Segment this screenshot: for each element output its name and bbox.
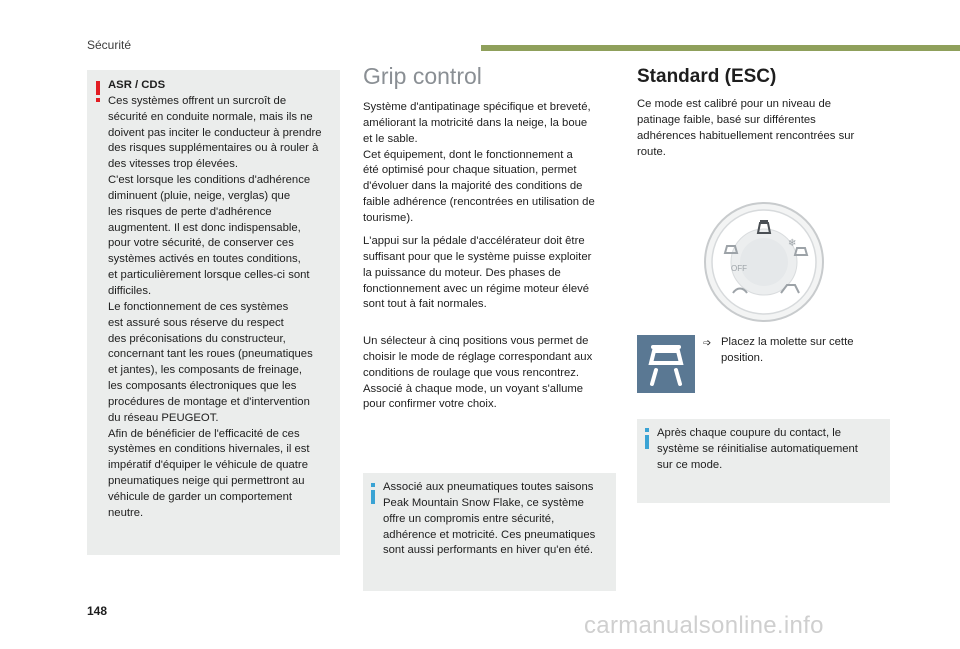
grip-paragraph-2: L'appui sur la pédale d'accélérateur doit être suffisant pour que le système puisse exploiter la puissance du moteur. Des phases de fonctionnement avec un régime moteur élevé sont tout à fait normales.	[363, 235, 592, 311]
header-accent-bar	[481, 45, 960, 51]
grip-info-box	[363, 473, 616, 591]
page-number: 148	[87, 604, 108, 618]
grip-info-text: Associé aux pneumatiques toutes saisons Peak Mountain Snow Flake, ce système offre un compromis entre sécurité, adhérence et motricité. Ces pneumatiques sont aussi performants en hiver qu'en été.	[383, 481, 596, 557]
dial-off-label: OFF	[731, 264, 747, 273]
standard-instruction: Placez la molette sur cette position.	[721, 336, 854, 364]
grip-paragraph-3: Un sélecteur à cinq positions vous permet de choisir le mode de réglage correspondant aux conditions de roulage que vous rencontrez. Associé à chaque mode, un voyant s'allume pour confirmer votre choix.	[363, 335, 593, 411]
standard-info-box	[637, 419, 890, 503]
standard-info-text: Après chaque coupure du contact, le système se réinitialise automatiquement sur ce mode.	[657, 427, 858, 471]
section-label: Sécurité	[87, 38, 132, 52]
standard-paragraph: Ce mode est calibré pour un niveau de patinage faible, basé sur différentes adhérences habituellement rencontrées sur route.	[637, 98, 855, 158]
svg-text:❄: ❄	[788, 238, 797, 249]
warning-text	[108, 78, 340, 522]
standard-heading: Standard (ESC)	[637, 66, 777, 87]
warning-body: Ces systèmes offrent un surcroît de sécurité en conduite normale, mais ils ne doivent pas inciter le conducteur à prendre des risques supplémentaires ou à rouler à des vitesses trop élevées. C'est lorsque les conditions d'adhérence diminuent (pluie, neige, verglas) que les risques de perte d'adhérence augmentent. Il est donc indispensable, pour votre sécurité, de conserver ces systèmes activés en toutes conditions, et particulièrement lorsque celles-ci sont difficiles. Le fonctionnement de ces systèmes est assuré sous réserve du respect des préconisations du constructeur, concernant tant les roues (pneumatiques et jantes), les composants de freinage, les composants électroniques que les procédures de montage et d'intervention du réseau PEUGEOT. Afin de bénéficier de l'efficacité de ces systèmes en conditions hivernales, il est impératif d'équiper le véhicule de quatre pneumatiques neige qui permettront au véhicule de garder un comportement neutre.	[108, 94, 322, 519]
info-icon	[645, 428, 649, 449]
grip-control-heading: Grip control	[363, 63, 482, 89]
warning-box	[87, 70, 340, 555]
mode-selector-dial-icon	[703, 201, 825, 323]
instruction-arrow-icon: ➩	[703, 338, 712, 349]
standard-mode-icon	[637, 335, 695, 393]
warning-title: ASR / CDS	[108, 79, 166, 91]
watermark: carmanualsonline.info	[584, 612, 824, 639]
info-icon	[371, 483, 375, 504]
warning-icon	[96, 81, 100, 100]
grip-paragraph-1: Système d'antipatinage spécifique et breveté, améliorant la motricité dans la neige, la boue et le sable. Cet équipement, dont le fonctionnement a été optimisé pour chaque situation, permet d'évoluer dans la majorité des conditions de faible adhérence (rencontrées en utilisation de tourisme).	[363, 101, 595, 224]
